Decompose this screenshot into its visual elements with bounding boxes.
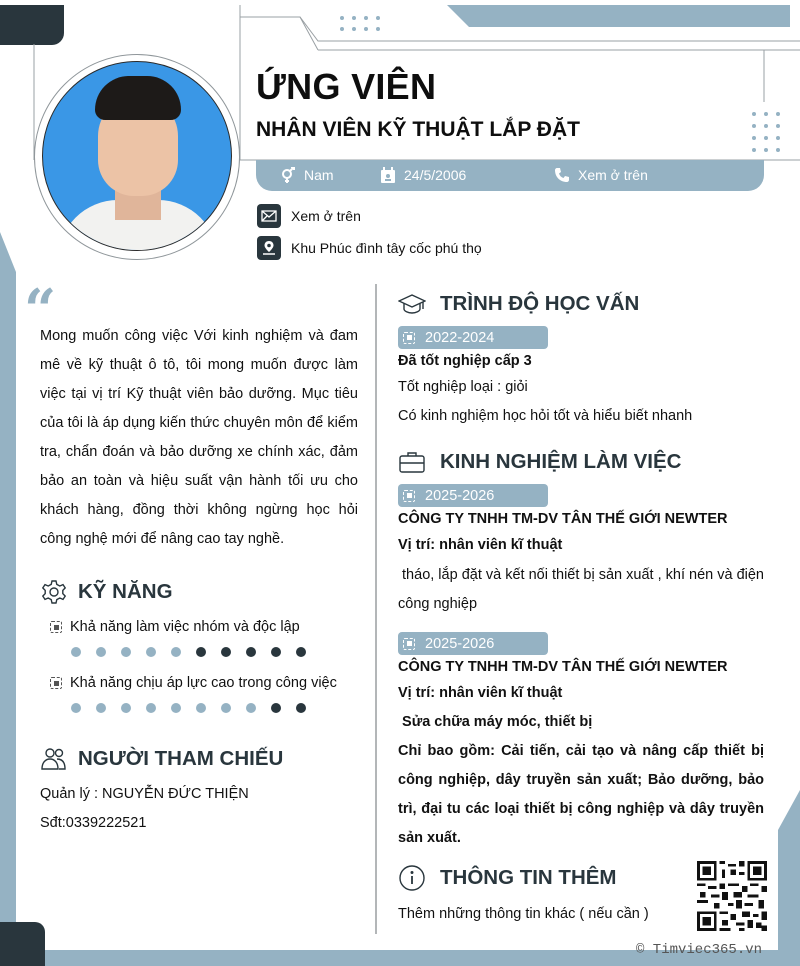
additional-info-text: Thêm những thông tin khác ( nếu cần ) [398,906,649,922]
education-detail: Tốt nghiệp loại : giỏi [398,379,528,395]
qr-code[interactable] [697,861,767,931]
gender-item [280,167,334,183]
skills-title: KỸ NĂNG [78,580,173,603]
skill-label: Khả năng làm việc nhóm và độc lập [70,619,300,635]
job-title: NHÂN VIÊN KỸ THUẬT LẮP ĐẶT [256,118,580,141]
skill-item [50,675,337,691]
avatar [42,61,232,251]
references-title: NGƯỜI THAM CHIẾU [78,747,284,770]
graduation-cap-icon [398,290,426,318]
focus-bullet-icon [403,490,415,502]
job-position: Vị trí: nhân viên kĩ thuật [398,685,563,701]
job-description: Sửa chữa máy móc, thiết bị [398,714,593,730]
gender-value: Nam [304,167,334,183]
candidate-name: ỨNG VIÊN [256,66,437,107]
copyright-watermark: © Timviec365.vn [636,942,763,958]
address-value: Khu Phúc đình tây cốc phú thọ [291,240,482,256]
experience-title: KINH NGHIỆM LÀM VIỆC [440,450,682,473]
phone-value: Xem ở trên [578,167,648,183]
users-icon [40,745,68,773]
birthdate-item [380,167,466,183]
address-row [257,236,482,260]
experience-heading [398,448,681,476]
dots-decoration-top [340,16,380,31]
phone-item [554,167,648,183]
additional-info-heading [398,864,617,892]
location-pin-icon [257,236,281,260]
job-company: CÔNG TY TNHH TM-DV TÂN THẾ GIỚI NEWTER [398,511,728,527]
personal-info-bar [256,160,764,191]
job-period: 2025-2026 [398,484,548,507]
career-objective: Mong muốn công việc Với kinh nghiệm và đam mê về kỹ thuật ô tô, tôi mong muốn được làm việc tại vị trí Kỹ thuật viên bảo dưỡng. Mục tiêu của tôi là áp dụng kiến thức chuyên môn để kiểm tra, chẩn đoán và bảo dưỡng xe chính xác, đảm bảo an toàn và hiệu suất vận hành tối ưu cho khách hàng, đồng thời không ngừng học hỏi công nghệ mới để nâng cao tay nghề. [40,328,358,547]
email-row [257,204,361,228]
reference-phone: Sđt:0339222521 [40,815,147,831]
gender-icon [280,167,296,183]
left-accent-band [0,232,16,922]
skill-rating [71,647,306,657]
phone-icon [554,167,570,183]
additional-info-title: THÔNG TIN THÊM [440,866,617,889]
focus-bullet-icon [50,677,62,689]
job-period: 2025-2026 [398,632,548,655]
column-divider [375,284,377,934]
reference-manager: Quản lý : NGUYỄN ĐỨC THIỆN [40,786,249,802]
skill-item [50,619,300,635]
skills-heading [40,578,173,606]
calendar-icon [380,167,396,183]
gear-icon [40,578,68,606]
skill-rating [71,703,306,713]
birthdate-value: 24/5/2006 [404,167,467,183]
focus-bullet-icon [403,638,415,650]
focus-bullet-icon [50,621,62,633]
education-detail: Có kinh nghiệm học hỏi tốt và hiểu biết nhanh [398,408,693,424]
email-icon [257,204,281,228]
right-accent-band [778,790,800,950]
dots-decoration-right [752,112,780,152]
email-value: Xem ở trên [291,208,361,224]
job-description: tháo, lắp đặt và kết nối thiết bị sản xuất , khí nén và điện công nghiệp [398,567,769,612]
info-icon [398,864,426,892]
job-description: Chỉ bao gồm: Cải tiến, cải tạo và nâng cấp thiết bị công nghiệp, dây truyền sản xuất; Bảo dưỡng, bảo trì, đại tu các loại thiết bị công nghiệp và dây truyền sản xuất. [398,743,764,846]
job-position: Vị trí: nhân viên kĩ thuật [398,537,563,553]
focus-bullet-icon [403,332,415,344]
references-heading [40,745,283,773]
education-title: TRÌNH ĐỘ HỌC VẤN [440,292,640,315]
education-heading [398,290,639,318]
education-period: 2022-2024 [398,326,548,349]
skill-label: Khả năng chịu áp lực cao trong công việc [70,675,337,691]
quote-icon: “ [24,277,57,343]
job-company: CÔNG TY TNHH TM-DV TÂN THẾ GIỚI NEWTER [398,659,728,675]
education-school: Đã tốt nghiệp cấp 3 [398,353,532,369]
corner-decoration-bottom-left [0,922,45,966]
briefcase-icon [398,448,426,476]
